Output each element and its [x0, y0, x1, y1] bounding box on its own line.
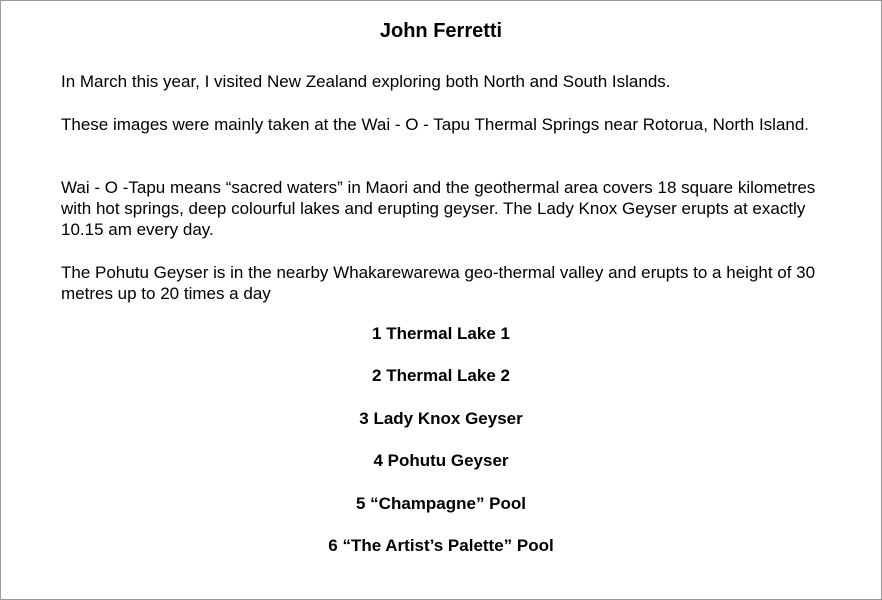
list-item: 3 Lady Knox Geyser [359, 408, 523, 428]
list-item: 4 Pohutu Geyser [373, 451, 509, 471]
image-caption-list [1, 323, 881, 577]
list-item: 6 “The Artist’s Palette” Pool [328, 535, 554, 555]
list-item: 5 “Champagne” Pool [355, 493, 527, 513]
list-item: 2 Thermal Lake 2 [372, 366, 510, 386]
document-title: John Ferretti [379, 20, 503, 42]
paragraph-pohutu: The Pohutu Geyser is in the nearby Whakarewarewa geo-thermal valley and erupts to a height of 30 metres up to 20 times a day [61, 263, 816, 303]
paragraph-intro: In March this year, I visited New Zealand exploring both North and South Islands. [61, 72, 671, 91]
paragraph-location: These images were mainly taken at the Wai - O - Tapu Thermal Springs near Rotorua, North Island. [61, 115, 810, 134]
paragraph-meaning: Wai - O -Tapu means “sacred waters” in Maori and the geothermal area covers 18 square kilometres with hot springs, deep colourful lakes and erupting geyser. The Lady Knox Geyser erupts at exactly 10.15 am every day. [61, 178, 816, 239]
list-item: 1 Thermal Lake 1 [372, 324, 510, 343]
